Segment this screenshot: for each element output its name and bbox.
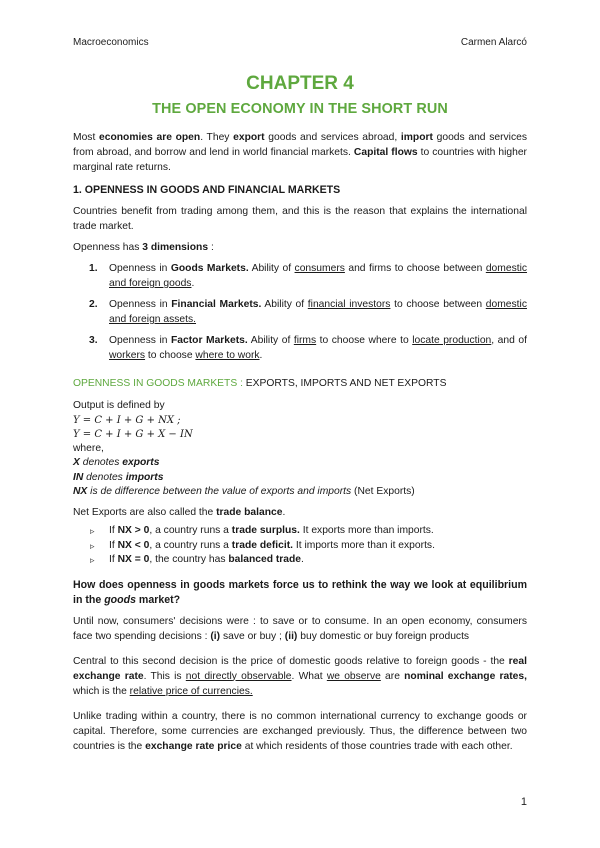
- definition-in: IN denotes imports: [73, 471, 164, 483]
- dimensions-list: [73, 261, 527, 363]
- list-item: 2. Openness in Financial Markets. Ability of financial investors to choose between domestic and foreign assets.: [89, 299, 527, 325]
- trade-balance-line: Net Exports are also called the trade balance.: [73, 506, 286, 518]
- equation-1: Y = C + I + G + NX ;: [73, 414, 181, 426]
- arrow-bullet-icon: ▹: [90, 540, 95, 551]
- intro-paragraph: Most economies are open. They export goods and services abroad, import goods and services from abroad, and borrow and lend in world financial markets. Capital flows to countries with higher marginal rate returns.: [73, 132, 527, 173]
- output-definition: [73, 399, 527, 520]
- arrow-bullet-icon: ▹: [90, 555, 95, 565]
- chapter-title: CHAPTER 4: [246, 73, 354, 94]
- net-exports-cases: [73, 524, 527, 568]
- list-item: ▹ If NX = 0, the country has balanced trade.: [73, 553, 527, 568]
- list-item: ▹ If NX > 0, a country runs a trade surplus. It exports more than imports.: [73, 524, 527, 539]
- exchange-rate-paragraph: Unlike trading within a country, there is no common international currency to exchange goods or capital. Therefore, some currencies are exchanged previously. Thus, the difference between two countries is the exchange rate price at which residents of those countries trade with each other.: [73, 710, 527, 752]
- question-heading: How does openness in goods markets force us to rethink the way we look at equilibrium in the goods market?: [73, 578, 527, 606]
- section-heading-goods-markets: OPENNESS IN GOODS MARKETS : EXPORTS, IMPORTS AND NET EXPORTS: [73, 378, 447, 389]
- page-number: 1: [520, 796, 527, 808]
- output-label: Output is defined by: [73, 400, 165, 411]
- header-author: Carmen Alarcó: [460, 37, 527, 48]
- where-label: where,: [73, 442, 104, 454]
- chapter-subtitle: THE OPEN ECONOMY IN THE SHORT RUN: [152, 101, 448, 117]
- consumers-paragraph: Until now, consumers' decisions were : to save or to consume. In an open economy, consumers face two spending decisions : (i) save or buy ; (ii) buy domestic or buy foreign products: [73, 615, 527, 642]
- header-course: Macroeconomics: [73, 37, 149, 48]
- list-item: 1. Openness in Goods Markets. Ability of consumers and firms to choose between domestic and foreign goods.: [89, 263, 528, 289]
- section1-paragraph: Countries benefit from trading among them, and this is the reason that explains the international trade market.: [73, 206, 527, 232]
- dimensions-intro: Openness has 3 dimensions :: [73, 242, 214, 253]
- arrow-bullet-icon: ▹: [90, 526, 95, 536]
- definition-nx: NX is de difference between the value of exports and imports (Net Exports): [73, 486, 415, 497]
- real-exchange-rate-paragraph: Central to this second decision is the price of domestic goods relative to foreign goods - the real exchange rate. This is not directly observable. What we observe are nominal exchange rates, which is the relative price of currencies.: [73, 655, 527, 697]
- page-content: [73, 72, 527, 754]
- section-heading-openness: 1. OPENNESS IN GOODS AND FINANCIAL MARKETS: [73, 184, 341, 196]
- list-item: ▹ If NX < 0, a country runs a trade deficit. It imports more than it exports.: [73, 539, 527, 554]
- equation-2: Y = C + I + G + X − IN: [73, 428, 193, 440]
- definition-x: X denotes exports: [73, 457, 160, 468]
- list-item: 3. Openness in Factor Markets. Ability of firms to choose where to locate production, and of workers to choose where to work.: [89, 335, 527, 361]
